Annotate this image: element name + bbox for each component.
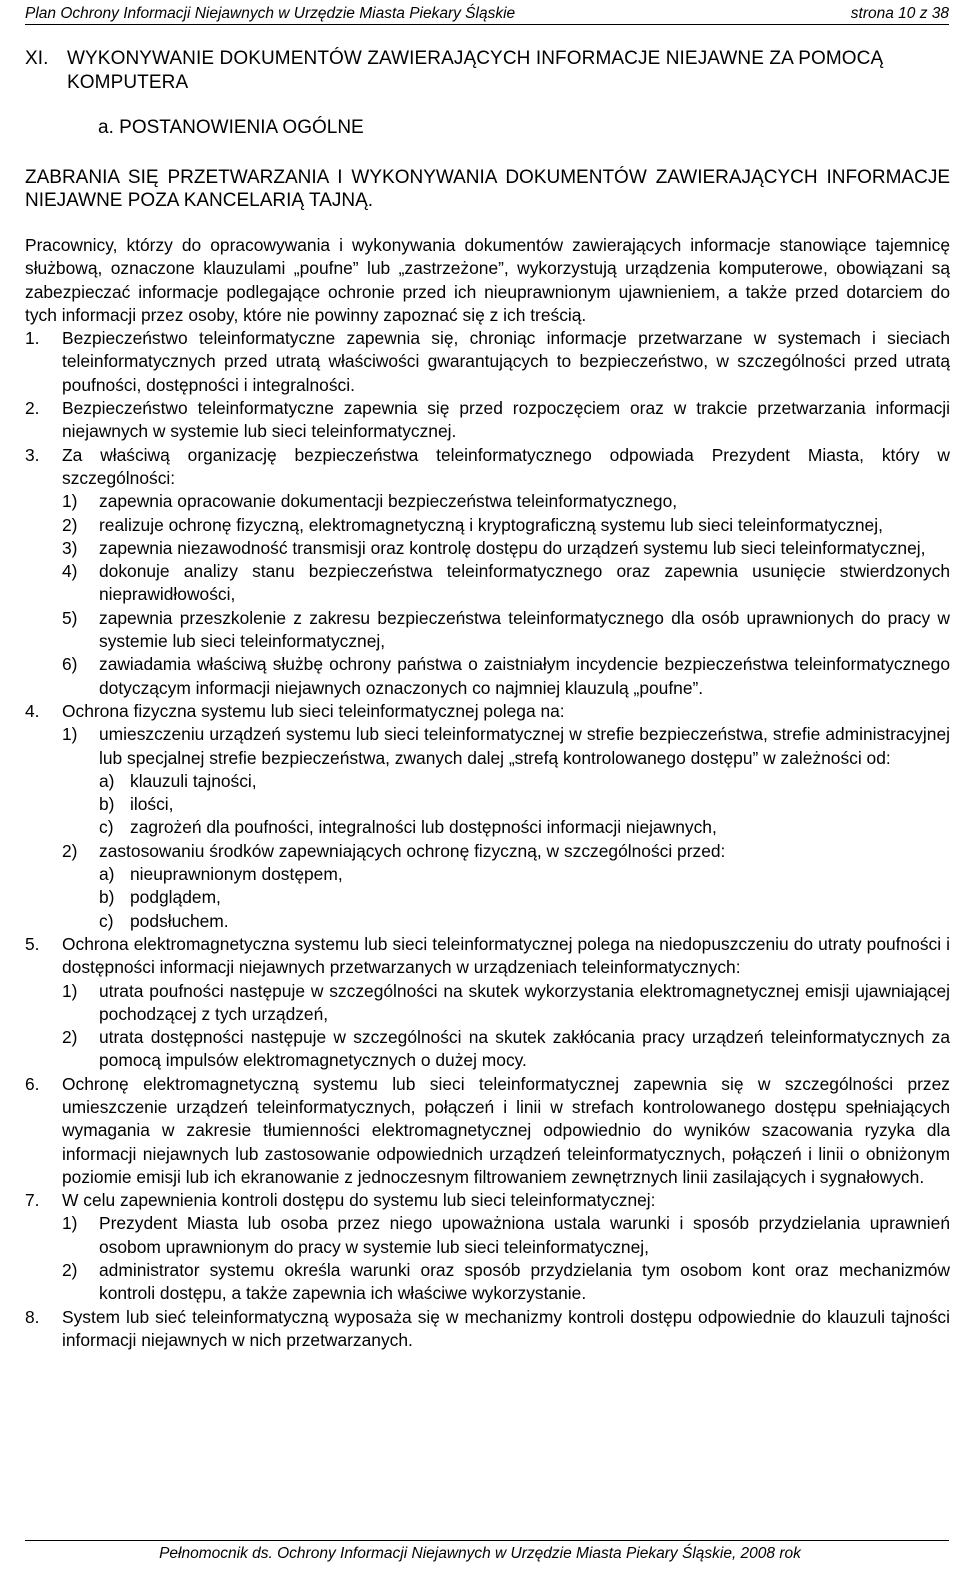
item-text: utrata dostępności następuje w szczególności na skutek zakłócania pracy urządzeń teleinformatycznych za pomocą impulsów elektromagnetycznych o dużej mocy. (99, 1027, 950, 1071)
item-text: Ochrona elektromagnetyczna systemu lub sieci teleinformatycznej polega na niedopuszczeniu do utraty poufności i dostępności informacji niejawnych przetwarzanych w urządzeniach teleinformatycznych: (62, 933, 950, 978)
sub-list-item (25, 560, 950, 607)
item-number: 1) (62, 980, 78, 1001)
item-number: 1. (25, 328, 40, 349)
item-text: System lub sieć teleinformatyczną wyposaża się w mechanizmy kontroli dostępu odpowiednie do klauzuli tajności informacji niejawnych w nich przetwarzanych. (62, 1306, 950, 1350)
sub-sub-list-item (25, 910, 950, 933)
item-number: 4. (25, 700, 40, 721)
list-item (25, 1306, 950, 1353)
list-item (25, 700, 950, 723)
sub-sub-list-item (25, 863, 950, 886)
page-number: strona 10 z 38 (850, 5, 949, 22)
sub-sub-list-item (25, 816, 950, 839)
item-number: 2) (62, 514, 78, 535)
chapter-number: XI. (25, 48, 49, 69)
sub-list-item (25, 1026, 950, 1073)
item-number: 3) (62, 537, 78, 558)
item-number: 6. (25, 1073, 40, 1094)
item-number: 3. (25, 444, 40, 465)
item-text: Bezpieczeństwo teleinformatyczne zapewnia się, chroniąc informacje przetwarzane w systemach i sieciach teleinformatycznych przed utratą właściwości gwarantujących to bezpieczeństwo, w szczególności przed utratą poufności, dostępności i integralności. (62, 328, 950, 395)
item-text: klauzuli tajności, (130, 770, 257, 791)
item-text: umieszczeniu urządzeń systemu lub sieci teleinformatycznej w strefie bezpieczeństwa, strefie administracyjnej lub specjalnej strefie bezpieczeństwa, zwanych dalej „strefą kontrolowanego dostępu” w zależności od: (99, 724, 950, 768)
item-text: Prezydent Miasta lub osoba przez niego upoważniona ustala warunki i sposób przydzielania uprawnień osobom uprawnionym do pracy w systemie lub sieci teleinformatycznej, (99, 1213, 950, 1257)
item-number: 2) (62, 840, 78, 861)
numbered-list (25, 327, 950, 1352)
item-text: podglądem, (130, 887, 221, 908)
item-text: Ochronę elektromagnetyczną systemu lub sieci teleinformatycznej zapewnia się w szczególności przez umieszczenie urządzeń teleinformatycznych, połączeń i linii w strefach kontrolowanego dostępu spełniających wymagania w zakresie tłumienności elektromagnetycznej odpowiednio do wyników szacowania ryzyka dla informacji niejawnych lub zastosowanie odpowiednich urządzeń teleinformatycznych, połączeń i linii o obniżonym poziomie emisji lub ich ekranowanie z jednoczesnym filtrowaniem zewnętrznych linii zasilających i sygnałowych. (62, 1073, 950, 1187)
list-item (25, 1073, 950, 1189)
list-item (25, 444, 950, 491)
item-text: zastosowaniu środków zapewniających ochronę fizyczną, w szczególności przed: (99, 840, 726, 861)
item-text: utrata poufności następuje w szczególności na skutek wykorzystania elektromagnetycznej emisji ujawniającej pochodzącej z tych urządzeń, (99, 980, 950, 1024)
sub-list-item (25, 537, 950, 560)
sub-list-item (25, 1212, 950, 1259)
item-number: b) (99, 887, 115, 908)
item-text: nieuprawnionym dostępem, (130, 864, 343, 885)
item-text: zawiadamia właściwą służbę ochrony państwa o zaistniałym incydencie bezpieczeństwa teleinformatycznego dotyczącym informacji niejawnych oznaczonych co najmniej klauzulą „poufne”. (99, 654, 950, 698)
sub-list-item (25, 653, 950, 700)
item-number: 7. (25, 1190, 40, 1211)
item-text: zapewnia opracowanie dokumentacji bezpieczeństwa teleinformatycznego, (99, 491, 678, 512)
item-number: 2) (62, 1260, 78, 1281)
item-number: 4) (62, 561, 78, 582)
sub-list-item (25, 607, 950, 654)
item-number: a) (99, 770, 115, 791)
item-number: 8. (25, 1306, 40, 1327)
document-body (25, 234, 950, 1352)
sub-list-item (25, 723, 950, 770)
intro-paragraph: Pracownicy, którzy do opracowywania i wykonywania dokumentów zawierających informacje stanowiące tajemnicę służbową, oznaczone klauzulami „poufne” lub „zastrzeżone”, wykorzystują urządzenia komputerowe, obowiązani są zabezpieczać informacje podlegające ochronie przed ich nieuprawnionym ujawnieniem, a także przed dotarciem do tych informacji przez osoby, które nie powinny zapoznać się z ich treścią. (25, 235, 950, 325)
sub-list-item (25, 980, 950, 1027)
item-number: 1) (62, 491, 78, 512)
sub-list-item (25, 1259, 950, 1306)
list-item (25, 933, 950, 980)
item-number: 1) (62, 724, 78, 745)
sub-list-item (25, 840, 950, 863)
section-heading (98, 117, 364, 139)
page-header (25, 2, 949, 25)
page-footer: Pełnomocnik ds. Ochrony Informacji Niejawnych w Urzędzie Miasta Piekary Śląskie, 2008 rok (159, 1545, 801, 1562)
list-item (25, 1189, 950, 1212)
chapter-title: WYKONYWANIE DOKUMENTÓW ZAWIERAJĄCYCH INFORMACJE NIEJAWNE ZA POMOCĄ KOMPUTERA (67, 48, 884, 93)
sub-sub-list-item (25, 886, 950, 909)
item-number: 5) (62, 607, 78, 628)
item-text: dokonuje analizy stanu bezpieczeństwa teleinformatycznego oraz zapewnia usunięcie stwierdzonych nieprawidłowości, (99, 561, 950, 605)
chapter-heading (25, 47, 950, 97)
item-text: podsłuchem. (130, 910, 229, 931)
item-text: ilości, (130, 794, 174, 815)
sub-list-item (25, 514, 950, 537)
item-number: a) (99, 864, 115, 885)
item-text: Za właściwą organizację bezpieczeństwa teleinformatycznego odpowiada Prezydent Miasta, który w szczególności: (62, 444, 950, 488)
item-text: Ochrona fizyczna systemu lub sieci teleinformatycznej polega na: (62, 700, 565, 721)
sub-list-item (25, 490, 950, 513)
prohibition-notice: ZABRANIA SIĘ PRZETWARZANIA I WYKONYWANIA DOKUMENTÓW ZAWIERAJĄCYCH INFORMACJE NIEJAWNE POZA KANCELARIĄ TAJNĄ. (25, 167, 950, 211)
item-text: Bezpieczeństwo teleinformatyczne zapewnia się przed rozpoczęciem oraz w trakcie przetwarzania informacji niejawnych w systemie lub sieci teleinformatycznej. (62, 398, 950, 442)
item-text: zapewnia przeszkolenie z zakresu bezpieczeństwa teleinformatycznego dla osób uprawnionych do pracy w systemie lub sieci teleinformatycznej, (99, 607, 950, 652)
item-number: 1) (62, 1213, 78, 1234)
item-number: c) (99, 910, 114, 931)
item-number: 2) (62, 1027, 78, 1048)
sub-sub-list-item (25, 770, 950, 793)
item-number: b) (99, 794, 115, 815)
list-item (25, 327, 950, 397)
sub-sub-list-item (25, 793, 950, 816)
item-text: realizuje ochronę fizyczną, elektromagnetyczną i kryptograficzną systemu lub sieci teleinformatycznej, (99, 514, 883, 535)
item-text: zapewnia niezawodność transmisji oraz kontrolę dostępu do urządzeń systemu lub sieci teleinformatycznej, (99, 537, 926, 558)
section-title: POSTANOWIENIA OGÓLNE (119, 117, 364, 138)
item-text: zagrożeń dla poufności, integralności lub dostępności informacji niejawnych, (130, 817, 717, 838)
item-text: administrator systemu określa warunki oraz sposób przydzielania tym osobom kont oraz mechanizmów kontroli dostępu, a także zapewnia ich właściwe wykorzystanie. (99, 1260, 950, 1304)
item-number: 6) (62, 654, 78, 675)
footer-divider (25, 1540, 949, 1541)
section-label: a. (98, 117, 114, 138)
item-number: 2. (25, 398, 40, 419)
item-number: c) (99, 817, 114, 838)
document-title: Plan Ochrony Informacji Niejawnych w Urzędzie Miasta Piekary Śląskie (25, 5, 516, 22)
item-number: 5. (25, 933, 40, 954)
list-item (25, 397, 950, 444)
item-text: W celu zapewnienia kontroli dostępu do systemu lub sieci teleinformatycznej: (62, 1190, 656, 1211)
